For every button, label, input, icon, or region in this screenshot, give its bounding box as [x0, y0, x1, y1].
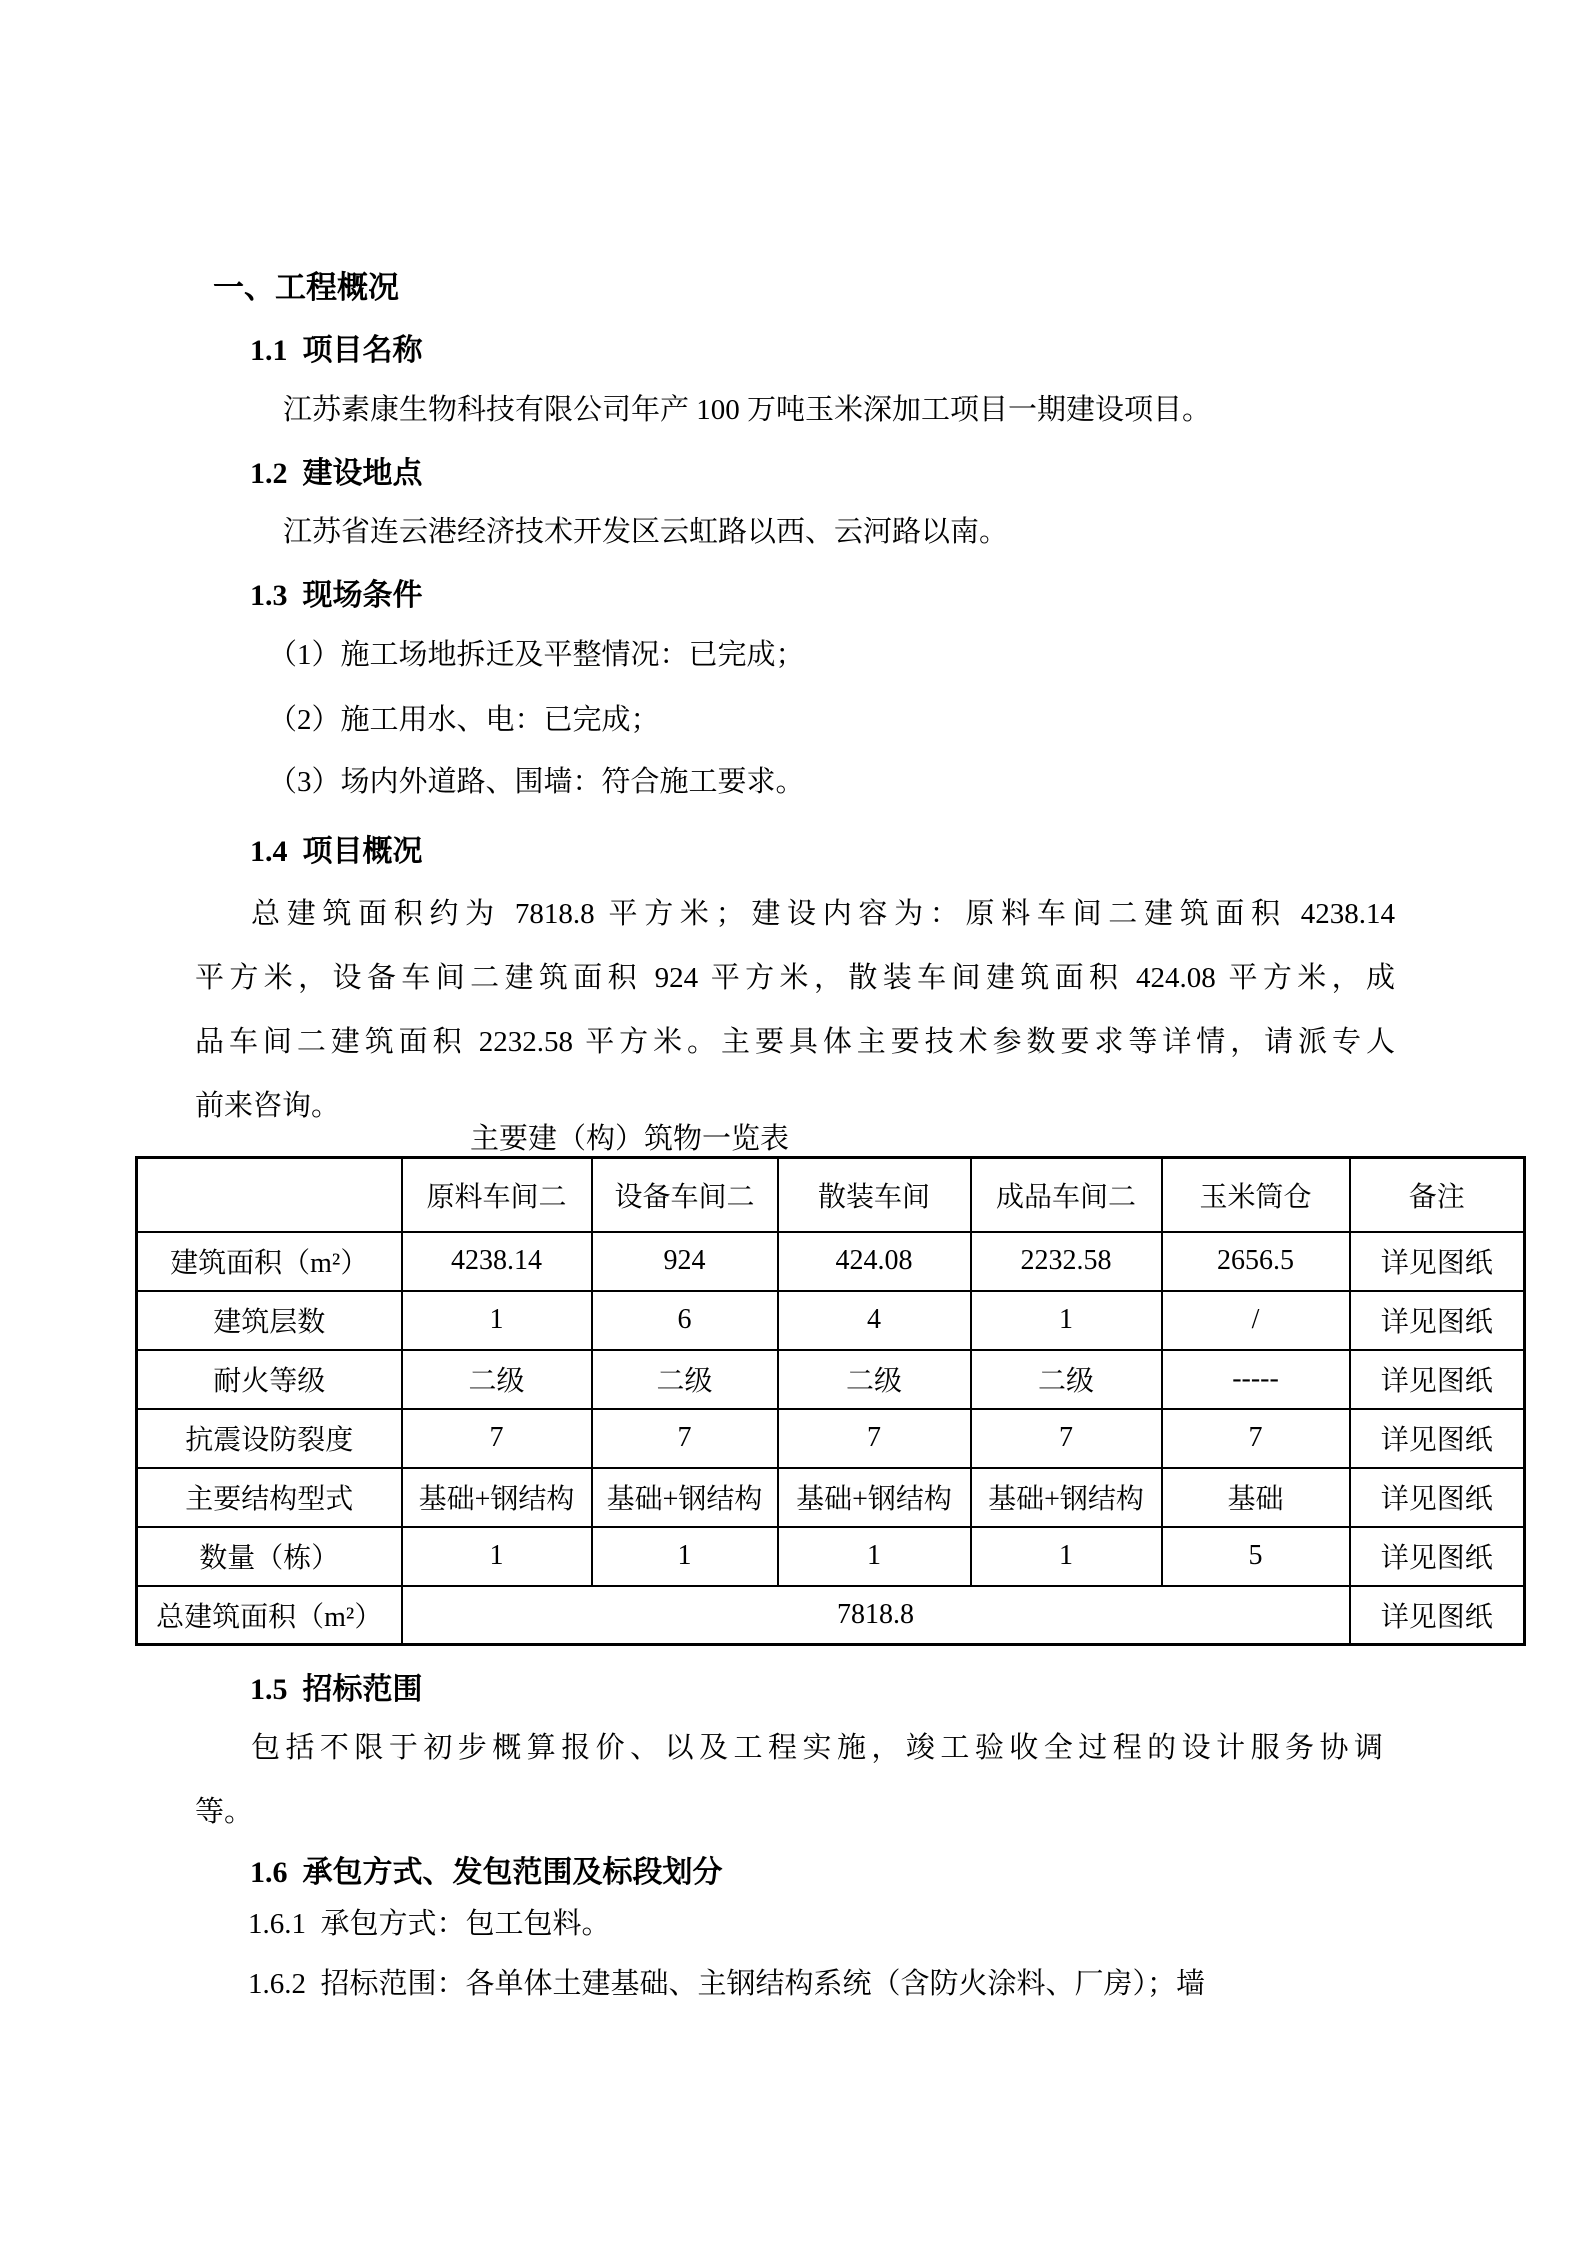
table-cell: 详见图纸	[1350, 1527, 1525, 1586]
table-cell: 4238.14	[402, 1232, 592, 1291]
table-cell: 4	[778, 1291, 971, 1350]
overview-line-4: 前来咨询。	[195, 1090, 341, 1122]
table-row-label: 数量（栋）	[137, 1527, 402, 1586]
table-cell: 基础+钢结构	[778, 1468, 971, 1527]
table-row-label: 总建筑面积（m²）	[137, 1586, 402, 1645]
table-cell: 详见图纸	[1350, 1232, 1525, 1291]
table-cell: 二级	[402, 1350, 592, 1409]
table-cell: 基础+钢结构	[592, 1468, 778, 1527]
heading-1-3: 1.3 现场条件	[250, 579, 423, 612]
overview-line-3: 品车间二建筑面积 2232.58 平方米。主要具体主要技术参数要求等详情，请派专人	[195, 1026, 1395, 1058]
site-condition-item-3: （3）场内外道路、围墙：符合施工要求。	[268, 766, 805, 798]
table-row-label: 耐火等级	[137, 1350, 402, 1409]
table-cell: 7	[402, 1409, 592, 1468]
table-row-label: 建筑面积（m²）	[137, 1232, 402, 1291]
table-cell: 详见图纸	[1350, 1468, 1525, 1527]
table-cell: 二级	[592, 1350, 778, 1409]
table-header-cell: 设备车间二	[592, 1158, 778, 1232]
paragraph-project-overview	[195, 882, 1395, 1138]
table-row	[137, 1409, 1525, 1468]
table-cell: 2232.58	[971, 1232, 1162, 1291]
overview-line-2: 平方米，设备车间二建筑面积 924 平方米，散装车间建筑面积 424.08 平方米，成	[195, 962, 1395, 994]
main-heading: 一、工程概况	[213, 270, 399, 305]
paragraph-1-6-1: 1.6.1 承包方式：包工包料。	[248, 1908, 611, 1940]
table-row-label: 建筑层数	[137, 1291, 402, 1350]
paragraph-bid-scope	[195, 1716, 1383, 1844]
heading-1-1: 1.1 项目名称	[250, 334, 423, 367]
table-cell: 详见图纸	[1350, 1586, 1525, 1645]
table-header-cell: 原料车间二	[402, 1158, 592, 1232]
table-cell: -----	[1162, 1350, 1350, 1409]
table-cell: 1	[971, 1527, 1162, 1586]
table-cell: 基础+钢结构	[971, 1468, 1162, 1527]
table-cell: 424.08	[778, 1232, 971, 1291]
paragraph-1-6-2: 1.6.2 招标范围：各单体土建基础、主钢结构系统（含防火涂料、厂房）；墙	[248, 1968, 1206, 2000]
table-cell: 详见图纸	[1350, 1350, 1525, 1409]
table-header-row	[137, 1158, 1525, 1232]
table-cell: 二级	[778, 1350, 971, 1409]
table-cell: 详见图纸	[1350, 1291, 1525, 1350]
site-condition-item-1: （1）施工场地拆迁及平整情况：已完成；	[268, 639, 805, 671]
table-cell: /	[1162, 1291, 1350, 1350]
table-row-label: 抗震设防裂度	[137, 1409, 402, 1468]
table-header-cell: 备注	[1350, 1158, 1525, 1232]
site-condition-item-2: （2）施工用水、电：已完成；	[268, 704, 660, 736]
table-cell: 1	[971, 1291, 1162, 1350]
table-cell: 6	[592, 1291, 778, 1350]
table-cell: 1	[402, 1527, 592, 1586]
bid-scope-line-1: 包括不限于初步概算报价、以及工程实施，竣工验收全过程的设计服务协调	[251, 1732, 1383, 1764]
table-cell: 详见图纸	[1350, 1409, 1525, 1468]
table-cell-total-area: 7818.8	[402, 1586, 1350, 1645]
table-cell: 7	[971, 1409, 1162, 1468]
table-row-label: 主要结构型式	[137, 1468, 402, 1527]
heading-1-2: 1.2 建设地点	[250, 457, 423, 490]
table-cell: 1	[592, 1527, 778, 1586]
table-cell: 1	[402, 1291, 592, 1350]
table-cell: 7	[778, 1409, 971, 1468]
table-cell: 7	[592, 1409, 778, 1468]
overview-table	[135, 1156, 1526, 1646]
table-title: 主要建（构）筑物一览表	[470, 1123, 790, 1155]
table-cell: 7	[1162, 1409, 1350, 1468]
table-row-total	[137, 1586, 1525, 1645]
table-header-cell: 成品车间二	[971, 1158, 1162, 1232]
table-cell: 5	[1162, 1527, 1350, 1586]
table-row	[137, 1350, 1525, 1409]
table-header-cell	[137, 1158, 402, 1232]
table-cell: 基础+钢结构	[402, 1468, 592, 1527]
table-row	[137, 1527, 1525, 1586]
table-header-cell: 散装车间	[778, 1158, 971, 1232]
bid-scope-line-2: 等。	[195, 1796, 254, 1828]
table-cell: 二级	[971, 1350, 1162, 1409]
table-row	[137, 1291, 1525, 1350]
table-cell: 1	[778, 1527, 971, 1586]
table-row	[137, 1232, 1525, 1291]
table-cell: 2656.5	[1162, 1232, 1350, 1291]
table-row	[137, 1468, 1525, 1527]
paragraph-project-name: 江苏素康生物科技有限公司年产 100 万吨玉米深加工项目一期建设项目。	[283, 394, 1212, 426]
heading-1-6: 1.6 承包方式、发包范围及标段划分	[250, 1856, 723, 1889]
table-header-cell: 玉米筒仓	[1162, 1158, 1350, 1232]
table-cell: 基础	[1162, 1468, 1350, 1527]
table-cell: 924	[592, 1232, 778, 1291]
heading-1-4: 1.4 项目概况	[250, 835, 423, 868]
overview-line-1: 总建筑面积约为 7818.8 平方米；建设内容为：原料车间二建筑面积 4238.14	[251, 898, 1395, 930]
heading-1-5: 1.5 招标范围	[250, 1673, 423, 1706]
paragraph-location: 江苏省连云港经济技术开发区云虹路以西、云河路以南。	[283, 516, 1009, 548]
